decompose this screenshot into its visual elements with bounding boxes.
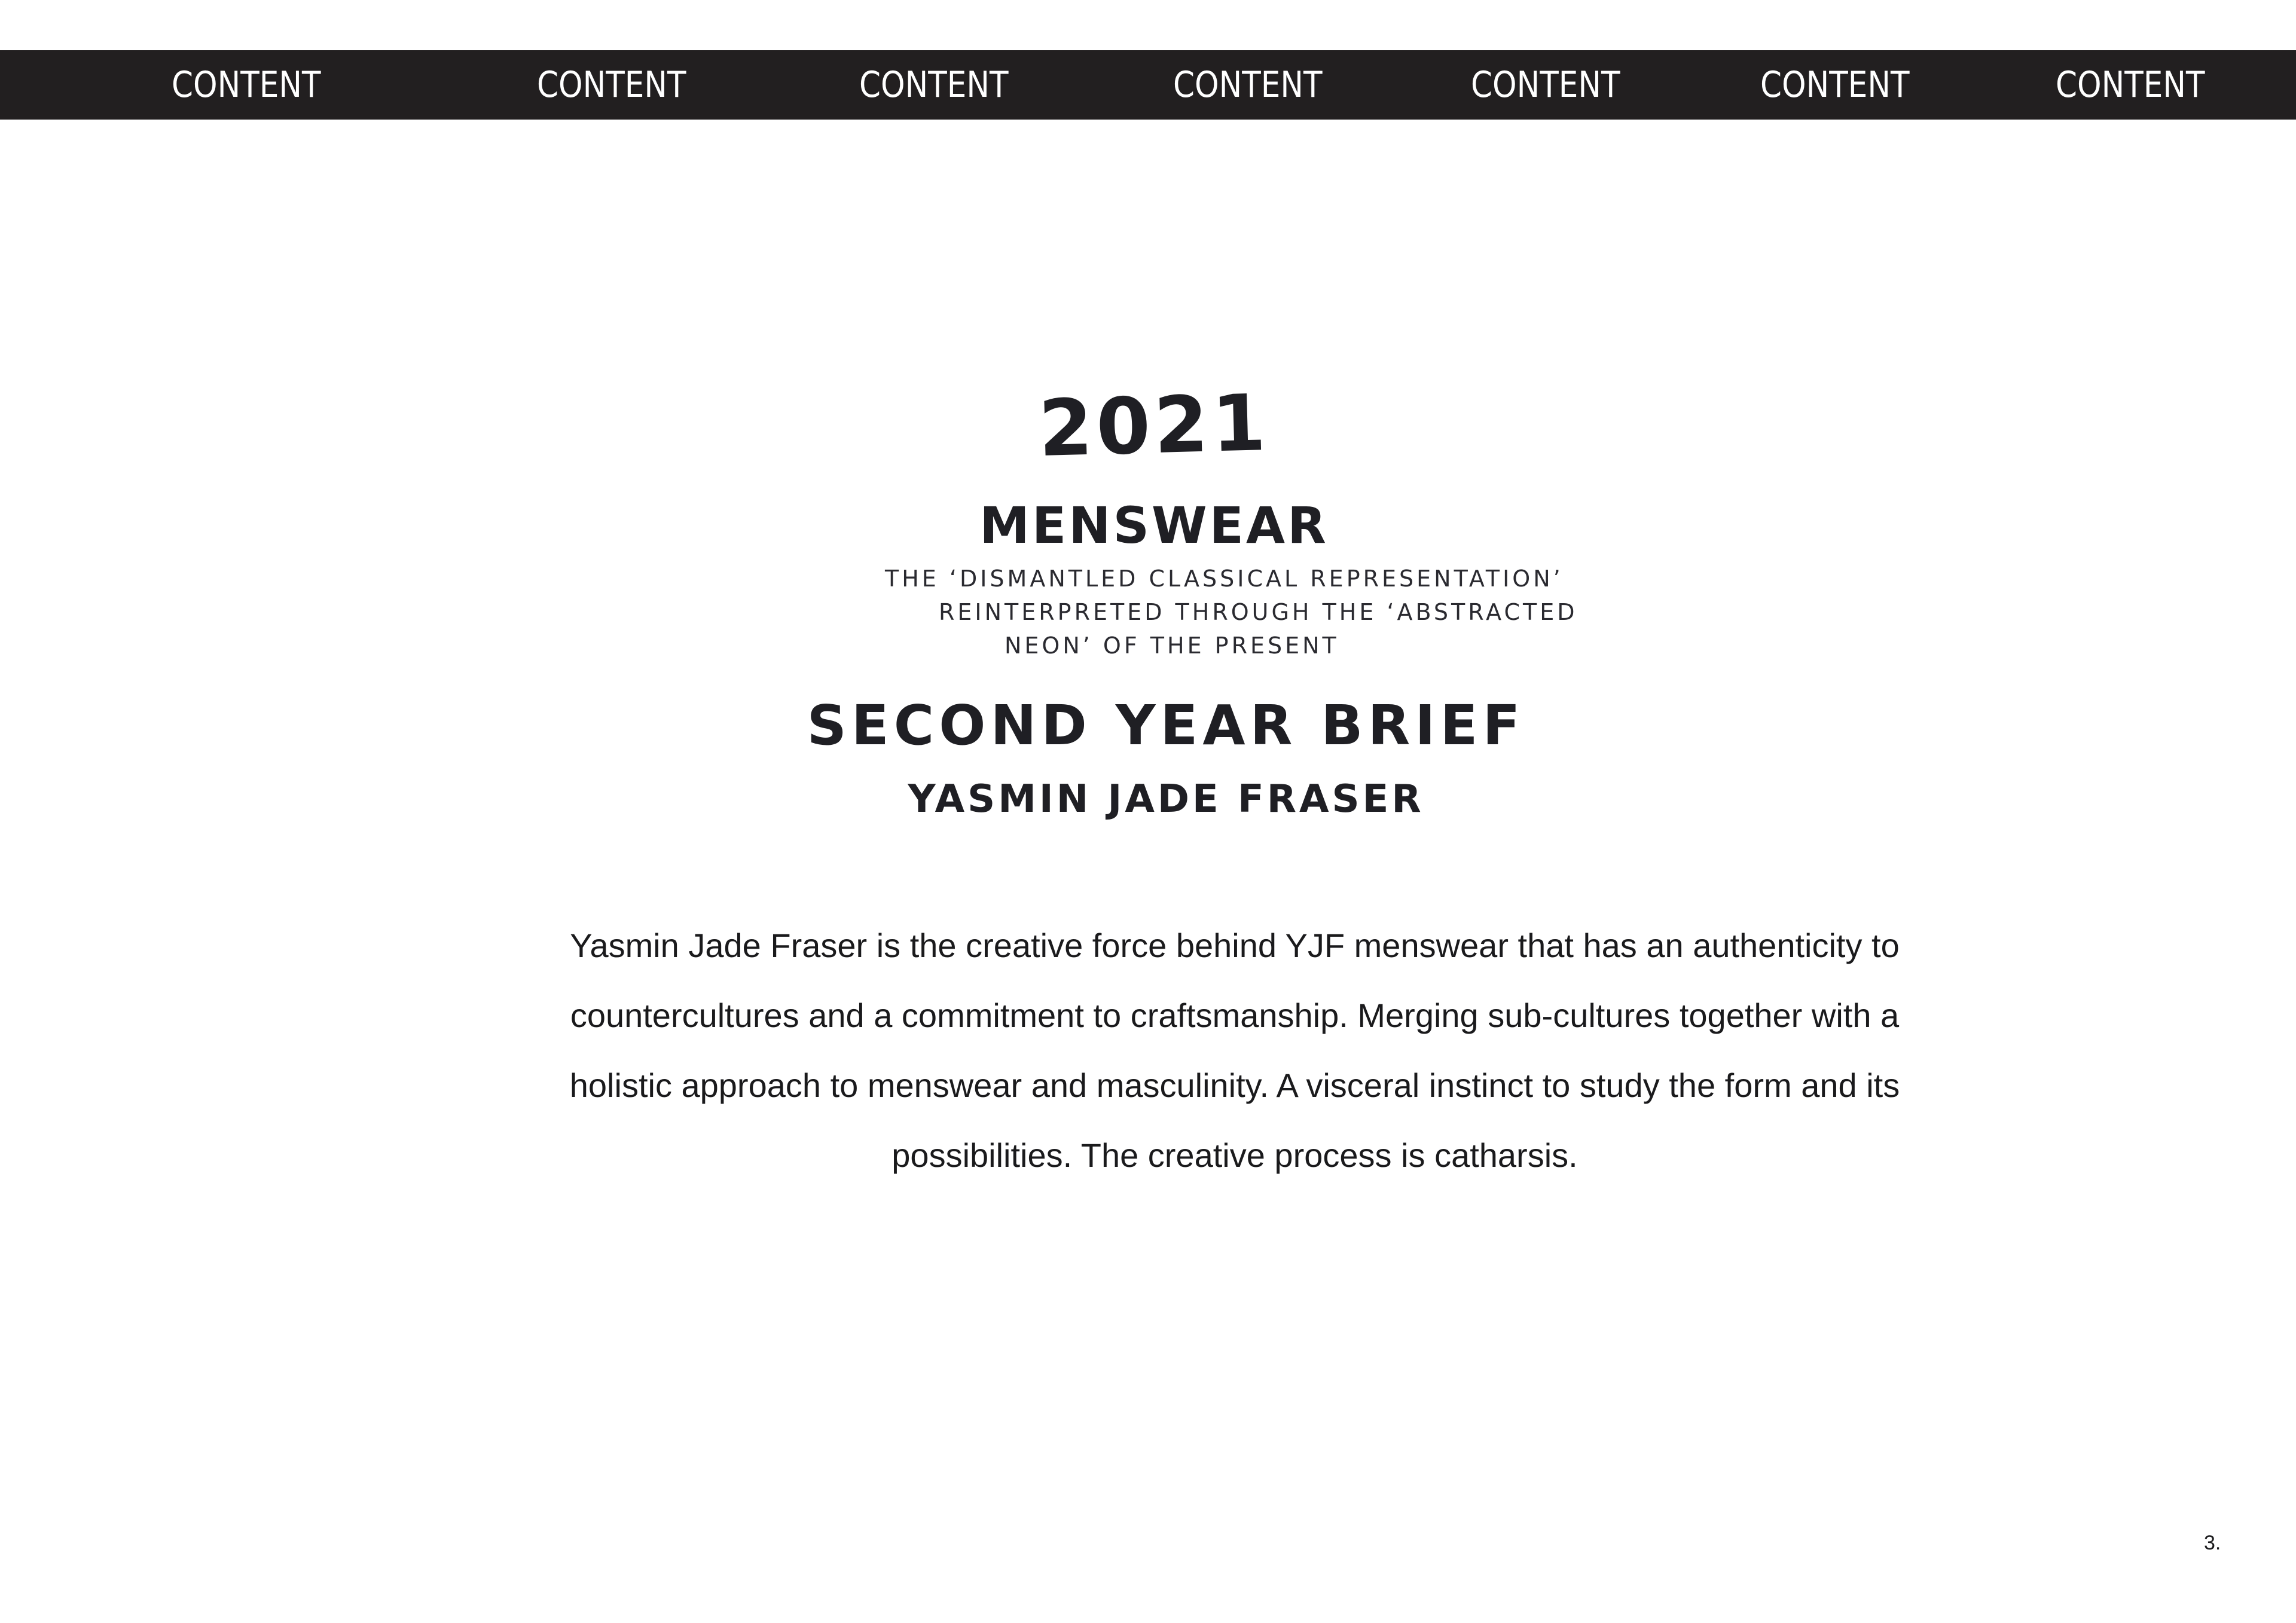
nav-item-content-6[interactable]: CONTENT [1760,64,1910,106]
cover-year: 2021 [1037,377,1271,475]
tagline-line-3: NEON’ OF THE PRESENT [1004,632,1339,659]
nav-item-content-7[interactable]: CONTENT [2056,64,2205,106]
nav-item-content-1[interactable]: CONTENT [172,64,321,106]
cover-category: MENSWEAR [979,496,1329,555]
tagline-line-1: THE ‘DISMANTLED CLASSICAL REPRESENTATION’ [885,566,1564,592]
author-name: YASMIN JADE FRASER [908,777,1424,821]
nav-item-content-3[interactable]: CONTENT [859,64,1009,106]
cover-tagline [885,562,1578,662]
page-number: 3. [2204,1532,2221,1554]
designer-bio-paragraph: Yasmin Jade Fraser is the creative force behind YJF menswear that has an authenticity to countercultures and a commitment to craftsmanship. Merging sub-cultures together with a holistic approach to menswear and masculinity. A visceral instinct to study the form and its possibilities. The creative process is catharsis. [569,927,1900,1174]
brief-title: SECOND YEAR BRIEF [807,693,1525,757]
nav-item-content-2[interactable]: CONTENT [537,64,686,106]
nav-item-content-4[interactable]: CONTENT [1173,64,1323,106]
top-navigation-bar [0,50,2296,120]
tagline-line-2: REINTERPRETED THROUGH THE ‘ABSTRACTED [939,599,1578,625]
nav-item-content-5[interactable]: CONTENT [1471,64,1620,106]
